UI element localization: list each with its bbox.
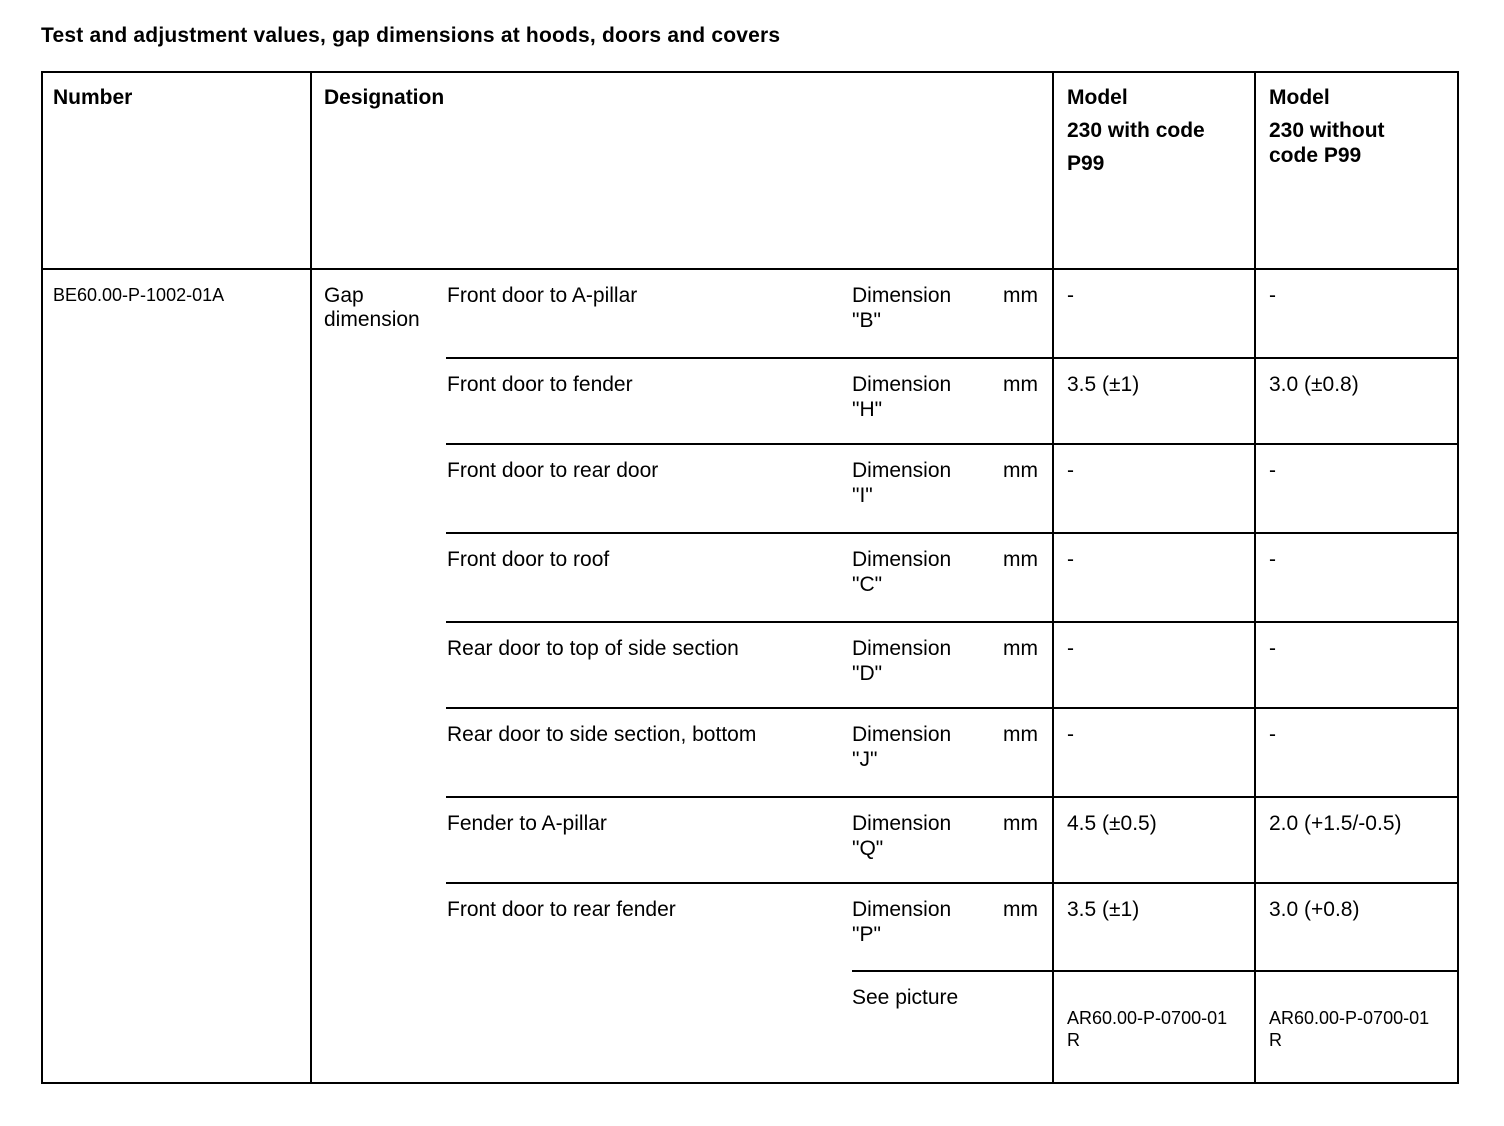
row-dimension-label: Dimension xyxy=(852,812,952,835)
column-divider-designation xyxy=(1052,71,1054,1084)
picture-ref-without-p99-line1: AR60.00-P-0700-01 xyxy=(1269,1008,1430,1028)
table-border-left xyxy=(41,71,43,1084)
row-value-with-p99: - xyxy=(1067,723,1074,746)
row-unit: mm xyxy=(1003,548,1038,571)
table-border-bottom xyxy=(41,1082,1459,1084)
header-model-with-p99-line1: Model xyxy=(1067,86,1128,109)
row-designation: Fender to A-pillar xyxy=(447,812,607,835)
row-dimension-label: Dimension xyxy=(852,548,952,571)
document-title: Test and adjustment values, gap dimensions at hoods, doors and covers xyxy=(41,24,781,47)
row-dimension-code: "H" xyxy=(852,398,883,421)
row-unit: mm xyxy=(1003,898,1038,921)
header-model-without-p99-line1: Model xyxy=(1269,86,1330,109)
row-unit: mm xyxy=(1003,284,1038,307)
picture-ref-with-p99-line1: AR60.00-P-0700-01 xyxy=(1067,1008,1228,1028)
picture-ref-without-p99-line2: R xyxy=(1269,1030,1282,1050)
row-unit: mm xyxy=(1003,637,1038,660)
header-model-without-p99-line2: 230 without xyxy=(1269,119,1385,142)
picture-ref-with-p99-line2: R xyxy=(1067,1030,1080,1050)
row-designation: Front door to rear fender xyxy=(447,898,676,921)
column-divider-number xyxy=(310,71,312,1084)
row-designation: Front door to A-pillar xyxy=(447,284,638,307)
row-designation: Rear door to top of side section xyxy=(447,637,739,660)
row-divider xyxy=(446,621,1457,623)
row-value-without-p99: 3.0 (+0.8) xyxy=(1269,898,1360,921)
header-designation: Designation xyxy=(324,86,445,109)
row-value-with-p99: - xyxy=(1067,637,1074,660)
row-dimension-label: Dimension xyxy=(852,284,952,307)
header-divider xyxy=(41,268,1459,270)
row-value-with-p99: 4.5 (±0.5) xyxy=(1067,812,1157,835)
picture-row-divider xyxy=(852,970,1457,972)
row-dimension-label: Dimension xyxy=(852,459,952,482)
header-model-with-p99-line3: P99 xyxy=(1067,152,1105,175)
row-dimension-code: "I" xyxy=(852,484,873,507)
row-divider xyxy=(446,443,1457,445)
row-dimension-code: "Q" xyxy=(852,837,884,860)
group-label-line1: Gap xyxy=(324,284,364,307)
row-divider xyxy=(446,707,1457,709)
row-value-without-p99: 3.0 (±0.8) xyxy=(1269,373,1359,396)
row-value-without-p99: 2.0 (+1.5/-0.5) xyxy=(1269,812,1402,835)
row-divider xyxy=(446,357,1457,359)
row-value-with-p99: 3.5 (±1) xyxy=(1067,373,1140,396)
row-value-without-p99: - xyxy=(1269,284,1276,307)
row-dimension-label: Dimension xyxy=(852,723,952,746)
row-unit: mm xyxy=(1003,373,1038,396)
table-border-right xyxy=(1457,71,1459,1084)
row-dimension-code: "P" xyxy=(852,923,881,946)
column-divider-model xyxy=(1254,71,1256,1084)
document-number: BE60.00-P-1002-01A xyxy=(53,285,225,305)
row-value-without-p99: - xyxy=(1269,723,1276,746)
row-divider xyxy=(446,882,1457,884)
row-unit: mm xyxy=(1003,723,1038,746)
row-designation: Front door to roof xyxy=(447,548,610,571)
header-number: Number xyxy=(53,86,133,109)
row-dimension-code: "J" xyxy=(852,748,878,771)
row-unit: mm xyxy=(1003,812,1038,835)
header-model-without-p99-line3: code P99 xyxy=(1269,144,1362,167)
header-model-with-p99-line2: 230 with code xyxy=(1067,119,1205,142)
row-designation: Front door to rear door xyxy=(447,459,659,482)
row-value-with-p99: 3.5 (±1) xyxy=(1067,898,1140,921)
row-dimension-code: "B" xyxy=(852,309,881,332)
row-unit: mm xyxy=(1003,459,1038,482)
row-value-with-p99: - xyxy=(1067,459,1074,482)
row-value-with-p99: - xyxy=(1067,548,1074,571)
row-value-without-p99: - xyxy=(1269,459,1276,482)
group-label-line2: dimension xyxy=(324,308,420,331)
row-dimension-code: "C" xyxy=(852,573,883,596)
row-value-without-p99: - xyxy=(1269,548,1276,571)
row-divider xyxy=(446,532,1457,534)
row-dimension-label: Dimension xyxy=(852,637,952,660)
row-divider xyxy=(446,796,1457,798)
table-border-top xyxy=(41,71,1459,73)
row-dimension-label: Dimension xyxy=(852,373,952,396)
see-picture-label: See picture xyxy=(852,986,959,1009)
row-value-with-p99: - xyxy=(1067,284,1074,307)
row-dimension-label: Dimension xyxy=(852,898,952,921)
row-designation: Rear door to side section, bottom xyxy=(447,723,757,746)
row-value-without-p99: - xyxy=(1269,637,1276,660)
row-designation: Front door to fender xyxy=(447,373,633,396)
row-dimension-code: "D" xyxy=(852,662,883,685)
